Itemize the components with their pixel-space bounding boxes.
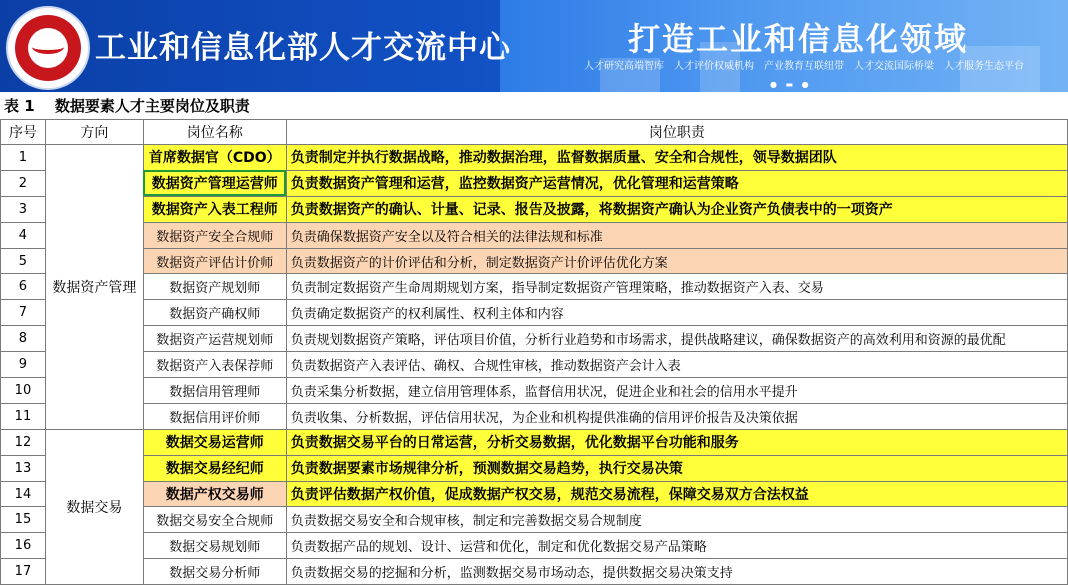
- cell-duty[interactable]: 负责制定数据资产生命周期规划方案，指导制定数据资产管理策略，推动数据资产入表、交易: [286, 274, 1067, 300]
- cell-role[interactable]: 数据资产入表保荐师: [143, 352, 286, 378]
- cell-duty[interactable]: 负责数据交易平台的日常运营，分析交易数据，优化数据平台功能和服务: [286, 429, 1067, 455]
- table-row: [1, 300, 1068, 326]
- table-row: [1, 196, 1068, 222]
- cell-role[interactable]: 数据交易运营师: [143, 429, 286, 455]
- cell-number[interactable]: 6: [1, 274, 46, 300]
- cell-role[interactable]: 数据交易规划师: [143, 533, 286, 559]
- cell-number[interactable]: 1: [1, 145, 46, 171]
- cell-role[interactable]: 数据交易分析师: [143, 559, 286, 585]
- table-row: [1, 507, 1068, 533]
- table-row: [1, 274, 1068, 300]
- carousel-dots[interactable]: ● ▬ ●: [770, 80, 812, 89]
- table-row: [1, 248, 1068, 274]
- table-row: [1, 533, 1068, 559]
- cell-duty[interactable]: 负责数据交易安全和合规审核，制定和完善数据交易合规制度: [286, 507, 1067, 533]
- table-row: [1, 145, 1068, 171]
- cell-number[interactable]: 5: [1, 248, 46, 274]
- header-no: 序号: [1, 120, 46, 145]
- cell-duty[interactable]: 负责数据资产入表评估、确权、合规性审核，推动数据资产会计入表: [286, 352, 1067, 378]
- roles-table: [0, 119, 1068, 585]
- cell-duty[interactable]: 负责数据要素市场规律分析，预测数据交易趋势，执行交易决策: [286, 455, 1067, 481]
- banner-slogan: 打造工业和信息化领域: [628, 20, 969, 58]
- cell-duty[interactable]: 负责数据交易的挖掘和分析，监测数据交易市场动态，提供数据交易决策支持: [286, 559, 1067, 585]
- cell-role[interactable]: 数据信用评价师: [143, 403, 286, 429]
- center-logo: [6, 6, 90, 90]
- cell-duty[interactable]: 负责采集分析数据，建立信用管理体系，监督信用状况，促进企业和社会的信用水平提升: [286, 378, 1067, 404]
- cell-direction[interactable]: 数据交易: [45, 429, 143, 584]
- cell-number[interactable]: 4: [1, 222, 46, 248]
- cell-duty[interactable]: 负责制定并执行数据战略，推动数据治理，监督数据质量、安全和合规性，领导数据团队: [286, 145, 1067, 171]
- table-row: [1, 559, 1068, 585]
- cell-number[interactable]: 12: [1, 429, 46, 455]
- cell-number[interactable]: 14: [1, 481, 46, 507]
- table-row: [1, 326, 1068, 352]
- cell-number[interactable]: 10: [1, 378, 46, 404]
- table-row: [1, 481, 1068, 507]
- cell-number[interactable]: 8: [1, 326, 46, 352]
- table-row: [1, 403, 1068, 429]
- cell-direction[interactable]: 数据资产管理: [45, 145, 143, 430]
- cell-duty[interactable]: 负责数据产品的规划、设计、运营和优化，制定和优化数据交易产品策略: [286, 533, 1067, 559]
- cell-duty[interactable]: 负责数据资产的计价评估和分析，制定数据资产计价评估优化方案: [286, 248, 1067, 274]
- cell-duty[interactable]: 负责确保数据资产安全以及符合相关的法律法规和标准: [286, 222, 1067, 248]
- header-direction: 方向: [45, 120, 143, 145]
- cell-number[interactable]: 7: [1, 300, 46, 326]
- cell-role[interactable]: 首席数据官（CDO）: [143, 145, 286, 171]
- cell-duty[interactable]: 负责确定数据资产的权利属性、权利主体和内容: [286, 300, 1067, 326]
- cell-number[interactable]: 16: [1, 533, 46, 559]
- cell-role[interactable]: 数据交易经纪师: [143, 455, 286, 481]
- cell-role[interactable]: 数据资产评估计价师: [143, 248, 286, 274]
- header-banner: [0, 0, 1068, 92]
- organization-title: 工业和信息化部人才交流中心: [95, 30, 511, 66]
- cell-number[interactable]: 9: [1, 352, 46, 378]
- table-row: [1, 170, 1068, 196]
- cell-number[interactable]: 11: [1, 403, 46, 429]
- banner-tagline: 人才研究高端智库 人才评价权威机构 产业教育互联纽带 人才交流国际桥梁 人才服务生态平台: [584, 61, 1024, 72]
- header-role: 岗位名称: [143, 120, 286, 145]
- table-row: [1, 378, 1068, 404]
- cell-role[interactable]: 数据产权交易师: [143, 481, 286, 507]
- header-duty: 岗位职责: [286, 120, 1067, 145]
- table-header-row: [1, 120, 1068, 145]
- table-row: [1, 222, 1068, 248]
- cell-role[interactable]: 数据资产安全合规师: [143, 222, 286, 248]
- cell-number[interactable]: 3: [1, 196, 46, 222]
- table-row: [1, 429, 1068, 455]
- cell-role[interactable]: 数据资产入表工程师: [143, 196, 286, 222]
- table-row: [1, 352, 1068, 378]
- table-caption: 表 1 数据要素人才主要岗位及职责: [4, 97, 250, 115]
- cell-duty[interactable]: 负责数据资产的确认、计量、记录、报告及披露，将数据资产确认为企业资产负债表中的一项资产: [286, 196, 1067, 222]
- cell-duty[interactable]: 负责规划数据资产策略，评估项目价值，分析行业趋势和市场需求，提供战略建议，确保数据资产的高效利用和资源的最优配: [286, 326, 1067, 352]
- cell-duty[interactable]: 负责数据资产管理和运营，监控数据资产运营情况，优化管理和运营策略: [286, 170, 1067, 196]
- table-row: [1, 455, 1068, 481]
- cell-role[interactable]: 数据信用管理师: [143, 378, 286, 404]
- cell-role[interactable]: 数据资产管理运营师: [143, 170, 286, 196]
- cell-role[interactable]: 数据交易安全合规师: [143, 507, 286, 533]
- cell-number[interactable]: 2: [1, 170, 46, 196]
- cell-number[interactable]: 13: [1, 455, 46, 481]
- cell-duty[interactable]: 负责评估数据产权价值，促成数据产权交易，规范交易流程，保障交易双方合法权益: [286, 481, 1067, 507]
- cell-role[interactable]: 数据资产规划师: [143, 274, 286, 300]
- cell-number[interactable]: 17: [1, 559, 46, 585]
- cell-role[interactable]: 数据资产运营规划师: [143, 326, 286, 352]
- cell-number[interactable]: 15: [1, 507, 46, 533]
- cell-duty[interactable]: 负责收集、分析数据，评估信用状况，为企业和机构提供准确的信用评价报告及决策依据: [286, 403, 1067, 429]
- cell-role[interactable]: 数据资产确权师: [143, 300, 286, 326]
